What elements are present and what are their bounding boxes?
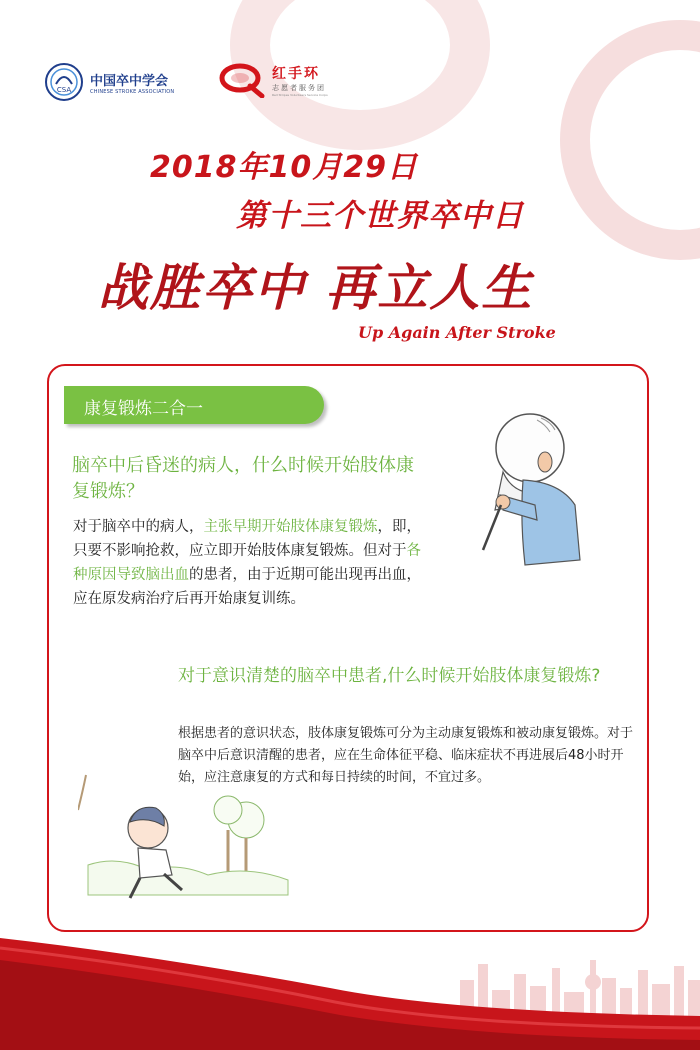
slogan-cn: 战胜卒中 再立人生 — [98, 258, 534, 317]
elderly-man-illustration — [465, 410, 595, 580]
section-tag-label: 康复锻炼二合一 — [84, 399, 203, 419]
answer-1 — [73, 515, 428, 611]
red-ribbon-skyline — [0, 920, 700, 1050]
volunteer-name-cn: 红手环 — [272, 66, 320, 82]
answer-1-text: ，即，只要不影响抢救，应立即开始肢体康复锻炼。但对于 — [73, 519, 421, 559]
event-name: 第十三个世界卒中日 — [236, 198, 524, 234]
csa-emblem-text: CSA — [56, 86, 72, 94]
volunteer-subtitle-en: Red Stripes Volunteers Service Corps — [272, 93, 328, 97]
boy-running-illustration — [78, 770, 298, 910]
csa-logo — [44, 62, 174, 102]
csa-name-cn: 中国卒中学会 — [90, 73, 169, 89]
csa-emblem-icon — [44, 62, 84, 102]
question-1: 脑卒中后昏迷的病人，什么时候开始肢体康复锻炼？ — [72, 455, 414, 502]
volunteer-subtitle-cn: 志愿者服务团 — [272, 84, 326, 92]
event-date: 2018年10月29日 — [150, 150, 418, 185]
answer-1-text: 对于脑卒中的病人， — [73, 519, 204, 535]
question-2: 对于意识清楚的脑卒中患者,什么时候开始肢体康复锻炼? — [178, 666, 601, 686]
answer-2: 根据患者的意识状态，肢体康复锻炼可分为主动康复锻炼和被动康复锻炼。对于脑卒中后意识清醒的患者，应在生命体征平稳、临床症状不再进展后48小时开始，应注意康复的方式和每日持续的时间，不宜过多。 — [178, 726, 634, 785]
answer-1-highlight: 各种原因导致脑出血 — [73, 543, 421, 583]
answer-1-text: 的患者，由于近期可能出现再出血，应在原发病治疗后再开始康复训练。 — [73, 567, 421, 607]
section-tag — [64, 386, 324, 424]
background-ring-decoration — [560, 20, 700, 260]
csa-name-en: CHINESE STROKE ASSOCIATION — [90, 88, 175, 95]
answer-1-highlight: 主张早期开始肢体康复锻炼 — [203, 519, 378, 535]
volunteer-logo — [218, 62, 328, 98]
slogan-en: Up Again After Stroke — [358, 323, 556, 342]
red-ribbon-icon — [218, 62, 266, 98]
